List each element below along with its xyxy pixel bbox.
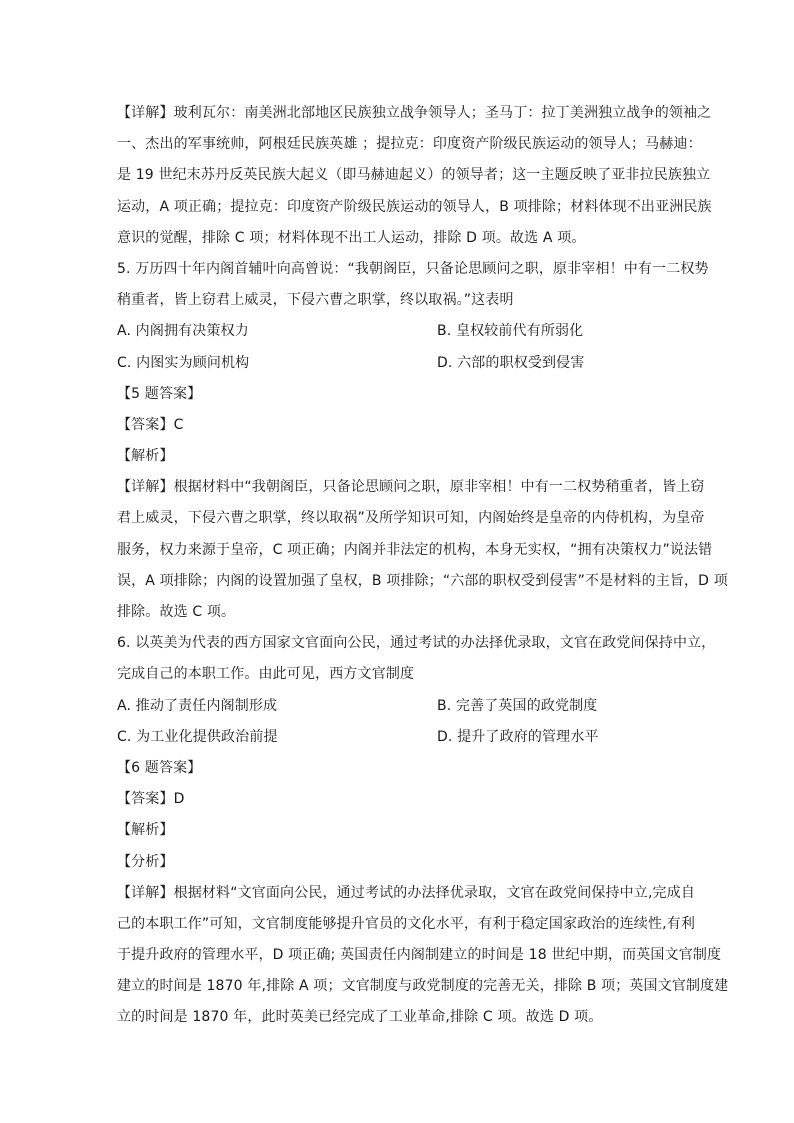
q5-detail-line: 【详解】根据材料中“我朝阁臣，只备论思顾问之职，原非宰相！中有一二权势稍重者，皆上窃 bbox=[117, 479, 705, 496]
q6-option-a: A. 推动了责任内阁制形成 bbox=[117, 697, 278, 714]
q6-detail-line: 己的本职工作”可知，文官制度能够提升官员的文化水平，有利于稳定国家政治的连续性,有利 bbox=[117, 915, 696, 932]
q6-stem-line: 完成自己的本职工作。由此可见，西方文官制度 bbox=[117, 666, 415, 683]
q5-options-row bbox=[117, 316, 677, 347]
q5-stem-line: 稍重者，皆上窃君上威灵，下侵六曹之职掌，终以取祸。”这表明 bbox=[117, 292, 514, 309]
q5-answer: 【答案】C bbox=[117, 416, 184, 433]
q5-option-c: C. 内图实为顾问机构 bbox=[117, 354, 250, 371]
q6-option-b: B. 完善了英国的政党制度 bbox=[437, 697, 598, 714]
q6-detail-line: 于提升政府的管理水平，D 项正确; 英国责任内阁制建立的时间是 18 世纪中期，而英国文官制度 bbox=[117, 947, 722, 964]
q6-stem-line: 6. 以英美为代表的西方国家文官面向公民，通过考试的办法择优录取，文官在政党间保持中立， bbox=[117, 635, 716, 652]
q5-analysis-label: 【解析】 bbox=[117, 448, 174, 465]
q6-detail-line: 【详解】根据材料“文官面向公民，通过考试的办法择优录取，文官在政党间保持中立,完成自 bbox=[117, 884, 696, 901]
q6-option-d: D. 提升了政府的管理水平 bbox=[437, 728, 599, 745]
q5-option-b: B. 皇权较前代有所弱化 bbox=[437, 323, 584, 340]
q4-detail-line: 运动，A 项正确；提拉克：印度资产阶级民族运动的领导人，B 项排除；材料体现不出亚洲民族 bbox=[117, 198, 712, 215]
q4-detail-line: 意识的觉醒，排除 C 项；材料体现不出工人运动，排除 D 项。故选 A 项。 bbox=[117, 229, 586, 246]
q5-stem-line: 5. 万历四十年内阁首辅叶向高曾说：“我朝阁臣，只备论思顾问之职，原非宰相！中有一二权势 bbox=[117, 260, 709, 277]
q6-detail-line: 建立的时间是 1870 年,排除 A 项；文官制度与政党制度的完善无关，排除 B 项；英国文官制度建 bbox=[117, 978, 729, 995]
q6-answer-header: 【6 题答案】 bbox=[117, 759, 202, 776]
q6-fenxi-label: 【分析】 bbox=[117, 853, 174, 870]
q6-analysis-label: 【解析】 bbox=[117, 822, 174, 839]
q6-detail-line: 立的时间是 1870 年，此时英美已经完成了工业革命,排除 C 项。故选 D 项。 bbox=[117, 1009, 603, 1026]
document-page bbox=[117, 98, 729, 1034]
q4-detail-line: 一、杰出的军事统帅，阿根廷民族英雄 ；提拉克：印度资产阶级民族运动的领导人；马赫迪： bbox=[117, 136, 702, 153]
q5-detail-line: 误，A 项排除；内阁的设置加强了皇权，B 项排除；“六部的职权受到侵害”不是材料的主旨，D 项 bbox=[117, 572, 728, 589]
q5-answer-header: 【5 题答案】 bbox=[117, 385, 202, 402]
q5-detail-line: 排除。故选 C 项。 bbox=[117, 604, 236, 620]
q6-answer: 【答案】D bbox=[117, 791, 185, 808]
q5-option-a: A. 内阁拥有决策权力 bbox=[117, 323, 249, 340]
q6-options-row bbox=[117, 722, 677, 753]
q5-detail-line: 君上威灵，下侵六曹之职掌，终以取祸”及所学知识可知，内阁始终是皇帝的内侍机构，为皇帝 bbox=[117, 510, 705, 527]
q5-options-row bbox=[117, 348, 677, 379]
q6-options-row bbox=[117, 691, 677, 722]
q4-detail-line: 是 19 世纪末苏丹反英民族大起义（即马赫迪起义）的领导者；这一主题反映了亚非拉民族独立 bbox=[117, 167, 711, 184]
q4-detail-line: 【详解】玻利瓦尔：南美洲北部地区民族独立战争领导人；圣马丁：拉丁美洲独立战争的领袖之 bbox=[117, 105, 712, 121]
q5-option-d: D. 六部的职权受到侵害 bbox=[437, 354, 585, 371]
q5-detail-line: 服务，权力来源于皇帝，C 项正确；内阁并非法定的机构，本身无实权，“拥有决策权力”说法错 bbox=[117, 541, 713, 558]
q6-option-c: C. 为工业化提供政治前提 bbox=[117, 728, 278, 745]
